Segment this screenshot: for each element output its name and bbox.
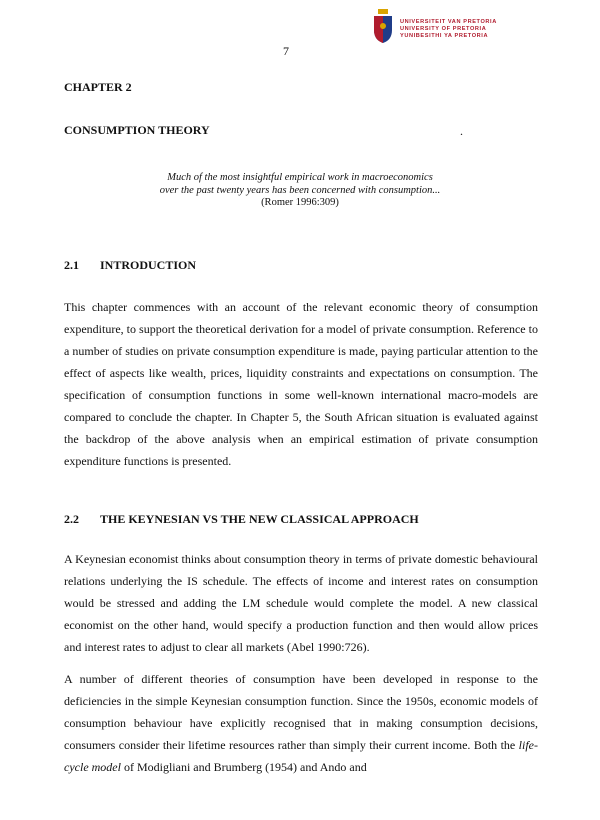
epigraph-line: over the past twenty years has been concerned with consumption... bbox=[159, 184, 441, 196]
university-crest-icon bbox=[372, 8, 394, 44]
section-heading-keynesian bbox=[64, 512, 419, 527]
page-number: 7 bbox=[283, 44, 289, 58]
section-number: 2.1 bbox=[64, 258, 79, 272]
epigraph-citation: (Romer 1996:309) bbox=[261, 197, 339, 208]
university-name-english: UNIVERSITY OF PRETORIA bbox=[400, 26, 487, 32]
university-name-sepedi: YUNIBESITHI YA PRETORIA bbox=[400, 33, 489, 39]
epigraph bbox=[120, 172, 480, 210]
stray-mark: . bbox=[460, 124, 463, 138]
paragraph-introduction: This chapter commences with an account of the relevant economic theory of consumption expenditure, to support the theoretical derivation for a model of private consumption. Reference to a number of studies on private consumption expenditure is made, paying particular attention to the effect of aspects like wealth, prices, liquidity constraints and expectations on consumption. The specification of consumption functions in some well-known international macro-models are compared to conclude the chapter. In Chapter 5, the South African situation is evaluated against the backdrop of the above analysis when an empirical estimation of private consumption expenditure functions is presented. bbox=[64, 300, 538, 468]
chapter-title: CONSUMPTION THEORY bbox=[64, 123, 210, 137]
paragraph-text: A number of different theories of consumption have been developed in response to the deficiencies in the simple Keynesian consumption function. Since the 1950s, economic models of consumption behaviour have explicitly recognised that in making consumption decisions, consumers consider their lifetime resources rather than simply their current income. Both the bbox=[64, 672, 538, 752]
epigraph-line: Much of the most insightful empirical work in macroeconomics bbox=[167, 172, 433, 183]
paragraph-keynesian: A Keynesian economist thinks about consumption theory in terms of private domestic behavioural relations underlying the IS schedule. The effects of income and interest rates on consumption would be stressed and adding the LM schedule would complete the model. A new classical economist on the other hand, would specify a production function and then would allow prices and interest rates to adjust to clear all markets (Abel 1990:726). bbox=[64, 552, 538, 654]
university-logo bbox=[372, 8, 522, 50]
emphasis-life-cycle-model: life-cycle model bbox=[64, 738, 538, 774]
section-title: THE KEYNESIAN VS THE NEW CLASSICAL APPROACH bbox=[100, 512, 419, 526]
section-number: 2.2 bbox=[64, 512, 79, 526]
chapter-label: CHAPTER 2 bbox=[64, 80, 132, 94]
university-name bbox=[400, 19, 497, 40]
university-name-afrikaans: UNIVERSITEIT VAN PRETORIA bbox=[400, 19, 497, 25]
paragraph-theories bbox=[64, 668, 538, 778]
paragraph-text: of Modigliani and Brumberg (1954) and Ando and bbox=[120, 760, 367, 774]
section-heading-introduction bbox=[64, 258, 196, 273]
section-title: INTRODUCTION bbox=[100, 258, 197, 272]
